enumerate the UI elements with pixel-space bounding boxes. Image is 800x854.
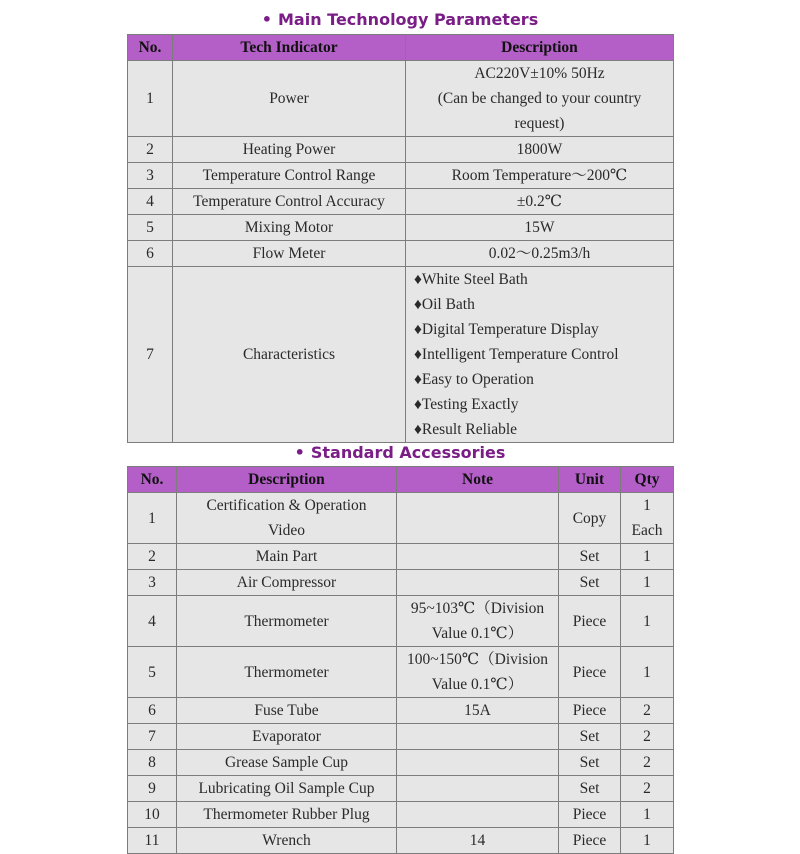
- table-row: [128, 802, 674, 828]
- table-row: [128, 267, 674, 443]
- cell-unit: Set: [559, 570, 621, 596]
- table-row: [128, 724, 674, 750]
- cell-description-line: Thermometer: [244, 663, 329, 681]
- cell-description-line: Wrench: [262, 832, 311, 849]
- cell-note-line: Value 0.1℃）: [431, 625, 524, 642]
- cell-qty: [621, 750, 674, 776]
- cell-description-line: Room Temperature～200℃: [451, 167, 628, 184]
- header-no: No.: [128, 467, 177, 493]
- cell-qty-line: 1: [643, 612, 651, 630]
- cell-note: [397, 828, 559, 854]
- cell-description-line: Certification & Operation: [206, 497, 367, 514]
- cell-qty: [621, 724, 674, 750]
- cell-unit: Set: [559, 776, 621, 802]
- bullet-icon: •: [294, 443, 305, 462]
- cell-unit: Set: [559, 724, 621, 750]
- table-row: [128, 544, 674, 570]
- cell-qty-line: Each: [631, 522, 663, 539]
- header-qty: Qty: [621, 467, 674, 493]
- cell-qty-line: 1: [643, 832, 651, 849]
- cell-qty-line: 2: [643, 780, 651, 797]
- cell-no: 3: [128, 570, 177, 596]
- cell-description: [406, 137, 674, 163]
- cell-unit: Piece: [559, 647, 621, 698]
- cell-description-line: (Can be changed to your country: [437, 90, 642, 107]
- cell-description: [177, 544, 397, 570]
- table-header-row: [128, 467, 674, 493]
- cell-no: 10: [128, 802, 177, 828]
- cell-note: [397, 802, 559, 828]
- cell-note-line: 95~103℃（Division: [410, 600, 545, 617]
- cell-tech-indicator: Characteristics: [173, 267, 406, 443]
- table-row: [128, 189, 674, 215]
- cell-tech-indicator: Temperature Control Accuracy: [173, 189, 406, 215]
- header-description: Description: [406, 35, 674, 61]
- cell-unit: Copy: [559, 493, 621, 544]
- cell-description-line: request): [514, 115, 565, 132]
- table-row: [128, 570, 674, 596]
- cell-description-line: 15W: [524, 219, 555, 236]
- header-note: Note: [397, 467, 559, 493]
- cell-characteristics-line: ♦Testing Exactly: [414, 396, 519, 413]
- cell-no: 2: [128, 544, 177, 570]
- cell-description-line: Thermometer: [244, 612, 329, 630]
- table-row: [128, 241, 674, 267]
- cell-description-line: Grease Sample Cup: [224, 754, 349, 771]
- cell-qty: [621, 828, 674, 854]
- cell-description: [177, 724, 397, 750]
- cell-qty-line: 1: [643, 548, 651, 565]
- cell-description: [406, 189, 674, 215]
- cell-description-line: AC220V±10% 50Hz: [474, 65, 605, 82]
- cell-description-line: Lubricating Oil Sample Cup: [198, 780, 375, 797]
- cell-description: [177, 570, 397, 596]
- table-row: [128, 137, 674, 163]
- cell-tech-indicator: Flow Meter: [173, 241, 406, 267]
- cell-no: 3: [128, 163, 173, 189]
- cell-note: [397, 570, 559, 596]
- table-row: [128, 61, 674, 137]
- cell-no: 8: [128, 750, 177, 776]
- header-unit: Unit: [559, 467, 621, 493]
- cell-description-line: 0.02～0.25m3/h: [488, 245, 591, 262]
- cell-description: [406, 163, 674, 189]
- table-row: [128, 596, 674, 647]
- cell-note: [397, 724, 559, 750]
- table-header-row: [128, 35, 674, 61]
- cell-description-line: Main Part: [255, 548, 318, 565]
- cell-no: 2: [128, 137, 173, 163]
- cell-characteristics-line: ♦Digital Temperature Display: [414, 321, 599, 338]
- cell-description: [177, 596, 397, 647]
- table-row: [128, 493, 674, 544]
- cell-qty-line: 1: [643, 497, 651, 514]
- cell-note: [397, 493, 559, 544]
- cell-description: [177, 698, 397, 724]
- cell-qty: [621, 570, 674, 596]
- cell-qty-line: 2: [643, 702, 651, 719]
- header-tech-indicator: Tech Indicator: [173, 35, 406, 61]
- cell-no: 5: [128, 215, 173, 241]
- cell-description-line: Evaporator: [252, 728, 321, 745]
- cell-description: [406, 215, 674, 241]
- cell-unit: Piece: [559, 698, 621, 724]
- cell-unit: Piece: [559, 828, 621, 854]
- table-row: [128, 647, 674, 698]
- cell-note-line: Value 0.1℃）: [431, 676, 524, 693]
- cell-qty-line: 1: [643, 806, 651, 823]
- cell-qty: [621, 776, 674, 802]
- cell-characteristics-line: ♦Result Reliable: [414, 421, 518, 438]
- cell-note: [397, 750, 559, 776]
- cell-no: 6: [128, 698, 177, 724]
- cell-qty-line: 2: [643, 754, 651, 771]
- cell-unit: Set: [559, 544, 621, 570]
- tech-parameters-table: [127, 34, 674, 443]
- cell-no: 1: [128, 493, 177, 544]
- cell-characteristics-line: ♦Easy to Operation: [414, 371, 534, 388]
- cell-description-line: Thermometer Rubber Plug: [203, 806, 370, 823]
- cell-description: [177, 750, 397, 776]
- bullet-icon: •: [261, 10, 272, 29]
- standard-accessories-table: [127, 466, 674, 854]
- cell-unit: Piece: [559, 802, 621, 828]
- cell-qty: [621, 596, 674, 647]
- cell-no: 4: [128, 596, 177, 647]
- cell-description: [177, 776, 397, 802]
- cell-note: [397, 776, 559, 802]
- header-no: No.: [128, 35, 173, 61]
- cell-description: [177, 493, 397, 544]
- cell-qty: [621, 647, 674, 698]
- cell-description: [406, 241, 674, 267]
- cell-description-line: Video: [268, 522, 305, 539]
- cell-note: [397, 596, 559, 647]
- cell-qty-line: 1: [643, 574, 651, 591]
- cell-tech-indicator: Mixing Motor: [173, 215, 406, 241]
- cell-characteristics-line: ♦Intelligent Temperature Control: [414, 346, 619, 363]
- table-row: [128, 698, 674, 724]
- cell-description-line: ±0.2℃: [516, 193, 563, 210]
- table-row: [128, 750, 674, 776]
- cell-description-line: Air Compressor: [236, 574, 337, 591]
- cell-description: [177, 802, 397, 828]
- cell-unit: Piece: [559, 596, 621, 647]
- cell-no: 11: [128, 828, 177, 854]
- cell-no: 9: [128, 776, 177, 802]
- cell-tech-indicator: Power: [173, 61, 406, 137]
- cell-note: [397, 698, 559, 724]
- cell-tech-indicator: Heating Power: [173, 137, 406, 163]
- cell-characteristics-line: ♦White Steel Bath: [414, 271, 528, 288]
- cell-characteristics-line: ♦Oil Bath: [414, 296, 475, 313]
- cell-description-line: 1800W: [516, 141, 563, 158]
- cell-no: 7: [128, 724, 177, 750]
- cell-no: 1: [128, 61, 173, 137]
- table-row: [128, 215, 674, 241]
- cell-no: 5: [128, 647, 177, 698]
- cell-qty: [621, 698, 674, 724]
- accessories-section-title: • Standard Accessories: [294, 443, 506, 462]
- cell-qty-line: 1: [643, 663, 651, 681]
- cell-no: 6: [128, 241, 173, 267]
- table-row: [128, 163, 674, 189]
- cell-description: [406, 61, 674, 137]
- cell-qty: [621, 802, 674, 828]
- cell-note-line: 100~150℃（Division: [406, 651, 549, 668]
- tech-section-title: • Main Technology Parameters: [261, 10, 539, 29]
- cell-description: [177, 828, 397, 854]
- table-row: [128, 828, 674, 854]
- cell-description: [177, 647, 397, 698]
- cell-qty: [621, 493, 674, 544]
- table-row: [128, 776, 674, 802]
- cell-note: [397, 647, 559, 698]
- cell-no: 4: [128, 189, 173, 215]
- cell-description-line: Fuse Tube: [254, 702, 319, 719]
- cell-characteristics: [406, 267, 674, 443]
- cell-qty: [621, 544, 674, 570]
- cell-note-line: 15A: [464, 702, 491, 719]
- cell-note: [397, 544, 559, 570]
- cell-unit: Set: [559, 750, 621, 776]
- cell-no: 7: [128, 267, 173, 443]
- header-description: Description: [177, 467, 397, 493]
- cell-note-line: 14: [469, 832, 486, 849]
- cell-qty-line: 2: [643, 728, 651, 745]
- cell-tech-indicator: Temperature Control Range: [173, 163, 406, 189]
